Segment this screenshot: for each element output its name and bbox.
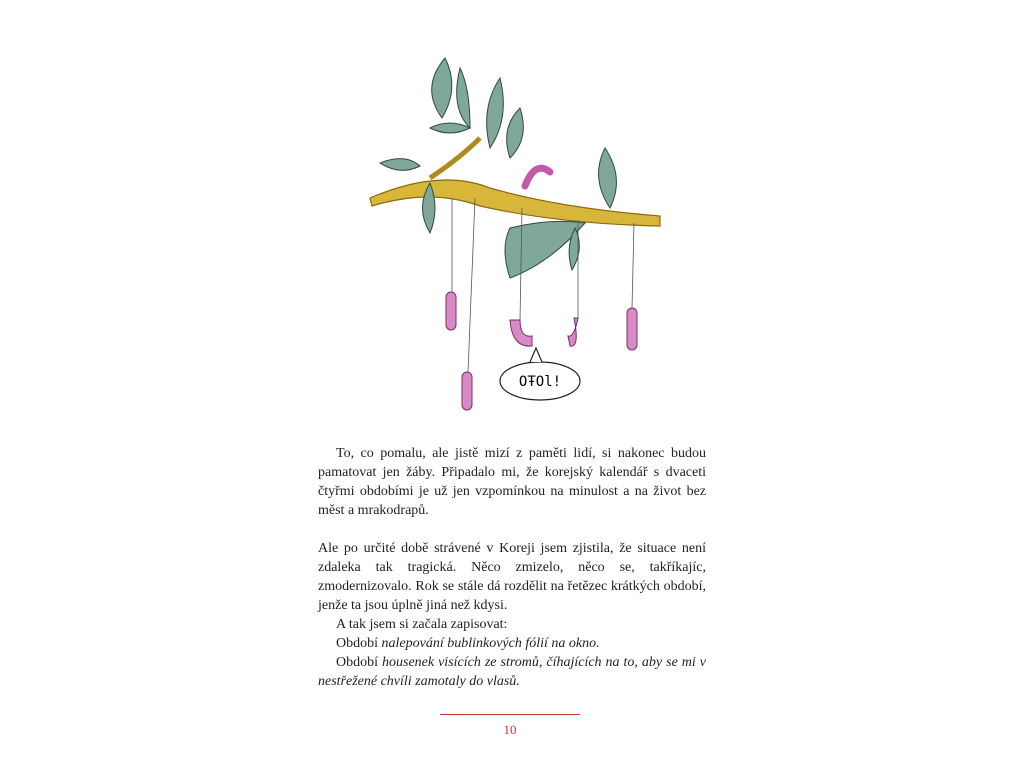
hanging-caterpillar <box>627 308 637 350</box>
footer-rule <box>440 714 580 715</box>
hanging-caterpillar <box>510 320 532 346</box>
paragraph-period-list-item <box>318 634 706 653</box>
body-text <box>318 444 706 691</box>
hanging-caterpillar <box>568 318 578 346</box>
period-description: nalepování bublinkových fólií na okno. <box>381 636 600 651</box>
caterpillar-on-branch <box>525 168 550 186</box>
leaf <box>432 58 452 118</box>
leaf <box>380 159 420 171</box>
period-prefix: Období <box>336 655 382 670</box>
hanging-caterpillar <box>446 292 456 330</box>
twig <box>430 138 480 178</box>
branch-caterpillars-illustration <box>360 48 680 418</box>
leaf <box>487 78 504 148</box>
period-description: housenek visících ze stromů, číhajících na to, aby se mi v nestřežené chvíli zamotaly do vlasů. <box>318 655 706 689</box>
leaf <box>599 148 617 208</box>
paragraph: To, co pomalu, ale jistě mizí z paměti lidí, si nakonec budou pamatovat jen žáby. Připadalo mi, že korejský kalendář s dvaceti čtyřmi obdobími je už jen vzpomínkou na minulost a na život bez měst a mrakodrapů. <box>318 446 706 518</box>
leaf <box>457 68 470 128</box>
speech-bubble-text: OŦOl! <box>518 374 562 390</box>
leaf <box>430 123 470 133</box>
period-prefix: Období <box>336 636 382 651</box>
paragraph: Ale po určité době strávené v Koreji jsem zjistila, že situace není zdaleka tak tragická. Něco zmizelo, něco se, takříkajíc, zmodernizovalo. Rok se stále dá rozdělit na řetězec krátkých období, jenže ta jsou úplně jiná než kdysi. <box>318 541 706 613</box>
paragraph: A tak jsem si začala zapisovat: <box>336 617 508 632</box>
page-number: 10 <box>503 722 517 737</box>
paragraph-period-list-item <box>318 653 706 691</box>
leaf <box>507 108 524 158</box>
hanging-caterpillar <box>462 372 472 410</box>
